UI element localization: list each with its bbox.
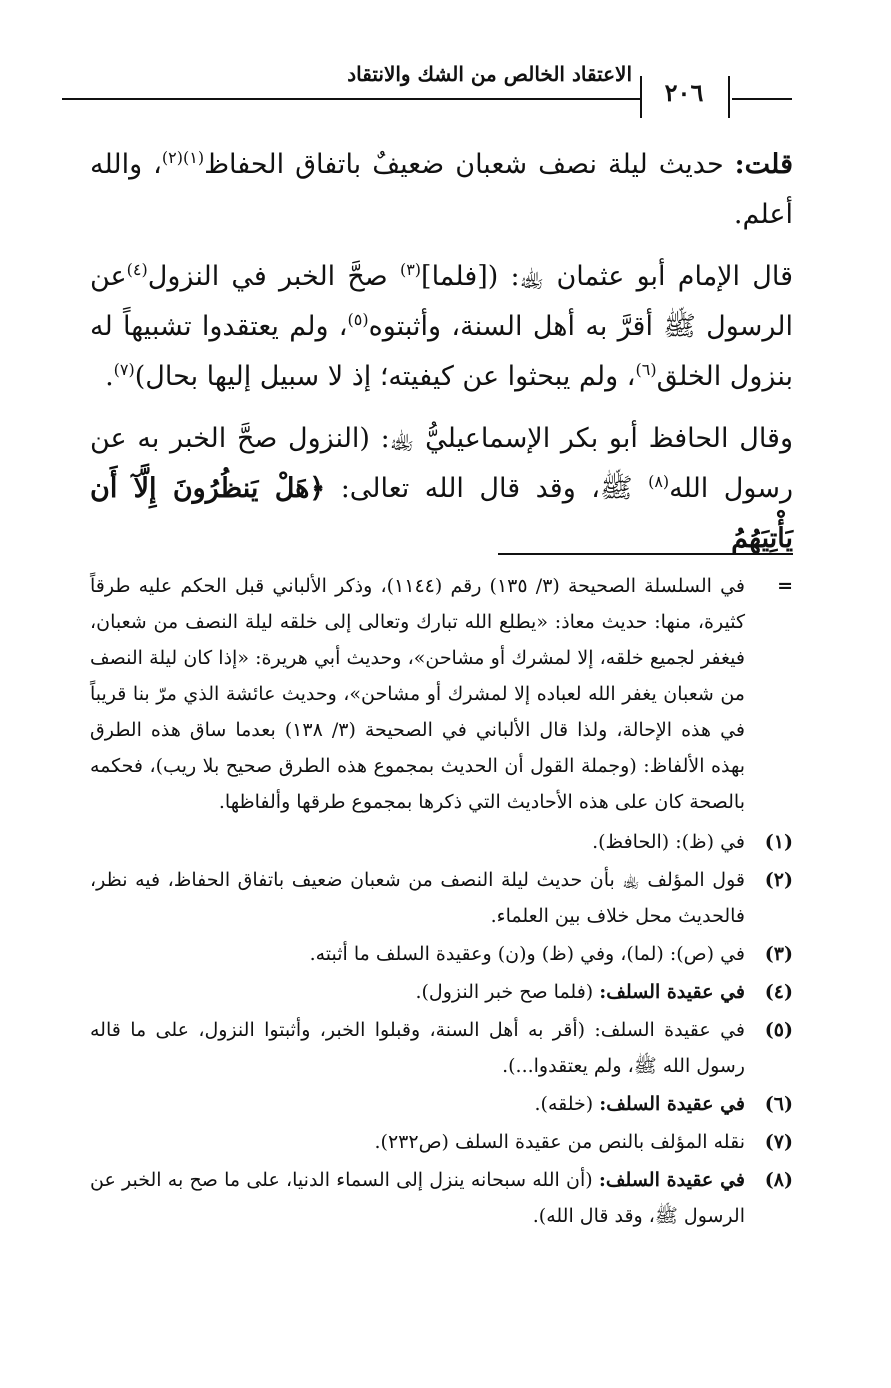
footnote-6 [90,1086,793,1122]
paragraph-1 [90,140,793,240]
footnote-text: قول المؤلف ﵀ بأن حديث ليلة النصف من شعبان ضعيف باتفاق الحفاظ، فيه نظر، فالحديث محل خلاف بين العلماء. [90,869,745,927]
main-text [90,140,793,576]
paragraph-text: ، والله أعلم. [90,149,793,230]
footnote-number: (٦) [764,1093,793,1115]
footnote-source: في عقيدة السلف: [598,1169,745,1191]
footnote-ref[interactable]: (٣) [399,260,422,279]
quran-quote: ﴿هَلْ يَنظُرُونَ إِلَّآ أَن يَأْتِيَهُمُ [90,473,793,554]
footnote-number: (٧) [764,1131,793,1153]
footnote-continuation [90,568,793,820]
running-title: الاعتقاد الخالص من الشك والانتقاد [347,62,632,86]
footnote-ref[interactable]: (٤) [126,260,148,279]
paragraph-text: صحَّ الخبر في النزول [147,261,400,292]
paragraph-text: . [105,361,114,392]
footnote-ref[interactable]: (٦) [635,360,657,379]
paragraph-lead: قلت: [734,149,793,180]
paragraph-2 [90,252,793,402]
footnote-ref[interactable]: (٨) [648,472,670,491]
paragraph-text: عن الرسول ﷺ أقرَّ به أهل السنة، وأثبتوه [90,261,793,342]
footnote-text: في (ظ): (الحافظ). [592,831,745,853]
continuation-mark: = [777,575,793,597]
paragraph-text: ، ولم يبحثوا عن كيفيته؛ إذ لا سبيل إليها بحال) [134,361,636,392]
footnote-2 [90,862,793,934]
footnote-ref[interactable]: (٥) [347,310,369,329]
footnote-source: في عقيدة السلف: [599,1093,745,1115]
footnotes [90,568,793,1236]
footnote-7 [90,1124,793,1160]
paragraph-3 [90,414,793,564]
footnote-8 [90,1162,793,1234]
continuation-text: في السلسلة الصحيحة (٣/ ١٣٥) رقم (١١٤٤)، وذكر الألباني قبل الحكم عليه طرقاً كثيرة، منها: حديث معاذ: «يطلع الله تبارك وتعالى إلى خلقه ليلة النصف من شعبان، فيغفر لجميع خلقه، إلا لمشرك أو مشاحن»، وحديث أبي هريرة: «إذا كان ليلة النصف من شعبان يغفر الله لعباده إلا لمشرك أو مشاحن»، وحديث عائشة الذي مرّ بنا قريباً في هذه الإحالة، ولذا قال الألباني في الصحيحة (٣/ ١٣٨) بعدما ساق هذه الطرق بهذه الألفاظ: (وجملة القول أن الحديث بمجموع هذه الطرق صحيح بلا ريب)، فحكمه بالصحة كان على هذه الأحاديث التي ذكرها بمجموع طرقها وألفاظها. [90,575,746,813]
header-rule [62,98,642,100]
footnote-text: نقله المؤلف بالنص من عقيدة السلف (ص٢٣٢). [374,1131,745,1153]
paragraph-text: ﷺ، وقد قال الله تعالى: [325,473,649,504]
footnote-number: (٢) [764,869,793,891]
header-rule-right [732,98,792,100]
footnote-number: (٥) [764,1019,793,1041]
footnote-text: في عقيدة السلف: (أقر به أهل السنة، وقبلوا الخبر، وأثبتوا النزول، على ما قاله رسول الله ﷺ، ولم يعتقدوا...). [90,1019,745,1077]
header-divider-left [640,76,642,118]
footnote-text: (أن الله سبحانه ينزل إلى السماء الدنيا، على ما صح به الخبر عن الرسول ﷺ، وقد قال الله). [90,1169,745,1227]
footnote-number: (١) [764,831,793,853]
header-divider-right [728,76,730,118]
footnote-ref[interactable]: (٧) [113,360,135,379]
paragraph-text: حديث ليلة نصف شعبان ضعيفٌ باتفاق الحفاظ [204,149,735,180]
paragraph-text: وقال الحافظ أبو بكر الإسماعيليُّ ﵀: (النزول صحَّ الخبر به عن رسول الله [90,423,794,504]
footnote-number: (٤) [764,981,793,1003]
footnote-1 [90,824,793,860]
paragraph-text: ، ولم يعتقدوا تشبيهاً له بنزول الخلق [90,311,793,392]
footnote-5 [90,1012,793,1084]
paragraph-text: قال الإمام أبو عثمان ﵀: ([فلما] [421,261,793,292]
footnote-separator [498,553,793,555]
footnote-4 [90,974,793,1010]
running-header [62,62,792,118]
footnote-text: (خلقه). [534,1093,600,1115]
footnote-text: (فلما صح خبر النزول). [415,981,600,1003]
footnote-text: في (ص): (لما)، وفي (ظ) و(ن) وعقيدة السلف ما أثبته. [309,943,745,965]
footnote-source: في عقيدة السلف: [599,981,745,1003]
footnote-number: (٣) [764,943,793,965]
footnote-number: (٨) [764,1169,793,1191]
page-number: ٢٠٦ [664,78,704,107]
footnote-ref[interactable]: (١)(٢) [161,148,205,167]
footnote-3 [90,936,793,972]
